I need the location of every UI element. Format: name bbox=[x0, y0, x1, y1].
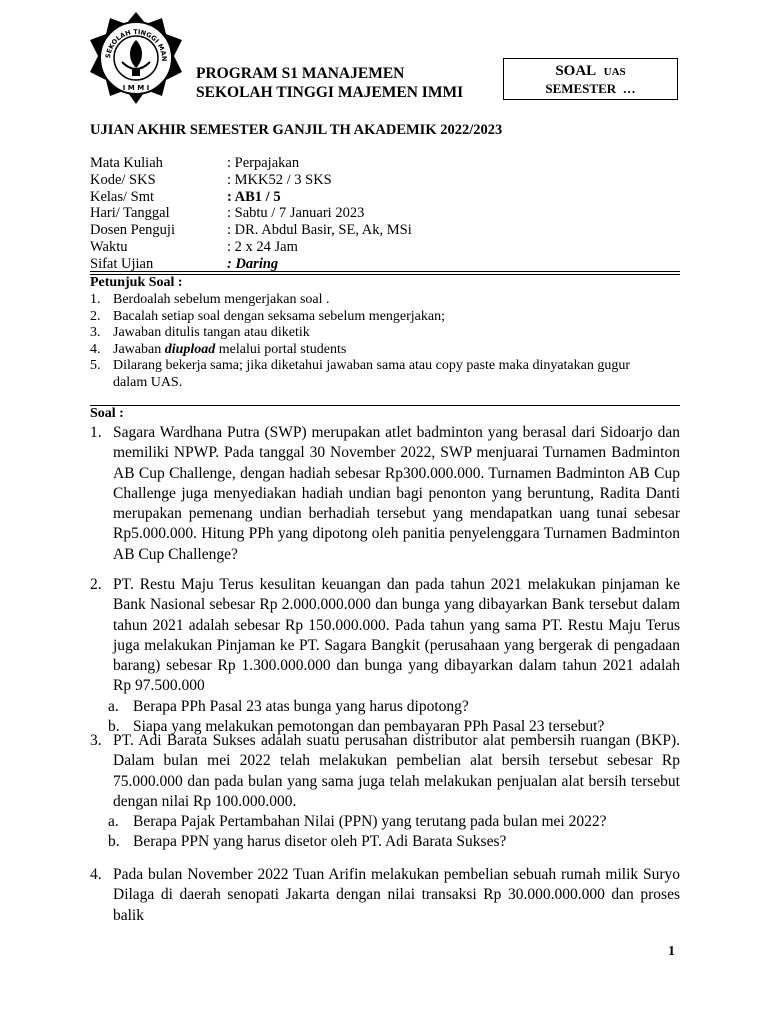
info-label: Mata Kuliah bbox=[90, 155, 163, 171]
info-value: : 2 x 24 Jam bbox=[227, 238, 298, 255]
divider bbox=[90, 271, 680, 272]
info-row bbox=[90, 155, 412, 172]
info-row bbox=[90, 189, 412, 206]
question-number: 3. bbox=[90, 732, 102, 749]
program-line: PROGRAM S1 MANAJEMEN bbox=[196, 65, 405, 82]
item-emphasis: diupload bbox=[164, 341, 216, 357]
semester-label: SEMESTER bbox=[545, 81, 617, 96]
list-item bbox=[90, 325, 680, 342]
info-label: Sifat Ujian bbox=[90, 255, 154, 272]
sub-text: Berapa Pajak Pertambahan Nilai (PPN) yang terutang pada bulan mei 2022? bbox=[133, 813, 607, 831]
question-text: PT. Adi Barata Sukses adalah suatu perusahan distributor alat pembersih ruangan (BKP). Dalam bulan mei 2022 telah melakukan pembelian alat bersih tersebut sebesar Rp 75.000.000 dan pada bulan yang sama juga telah melakukan penjualan alat bersih tersebut dengan nilai Rp 100.000.000. bbox=[113, 732, 680, 810]
svg-text:I M M I: I M M I bbox=[122, 84, 150, 92]
question bbox=[90, 423, 680, 565]
info-label: Dosen Penguji bbox=[90, 222, 175, 239]
list-item bbox=[90, 309, 680, 326]
school-logo bbox=[88, 10, 184, 106]
sub-label: b. bbox=[108, 718, 120, 736]
question-number: 4. bbox=[90, 866, 102, 883]
uas-label: UAS bbox=[603, 66, 626, 78]
sub-label: b. bbox=[108, 833, 120, 851]
petunjuk-list bbox=[90, 292, 680, 392]
question bbox=[90, 865, 680, 926]
exam-type-box bbox=[503, 58, 678, 100]
logo-text: SEKOLAH TINGGI MAN bbox=[104, 27, 169, 62]
info-value: : DR. Abdul Basir, SE, Ak, MSi bbox=[227, 222, 412, 239]
item-text: Bacalah setiap soal dengan seksama sebelum mengerjakan; bbox=[113, 308, 445, 324]
item-number: 4. bbox=[90, 341, 101, 357]
divider bbox=[90, 405, 680, 406]
item-text: Jawaban ditulis tangan atau diketik bbox=[113, 325, 310, 341]
question-number: 2. bbox=[90, 576, 102, 593]
question bbox=[90, 575, 680, 737]
item-text: Jawaban bbox=[113, 341, 165, 357]
info-label: Hari/ Tanggal bbox=[90, 205, 170, 222]
info-value: : Daring bbox=[227, 255, 279, 272]
question-text: Pada bulan November 2022 Tuan Arifin melakukan pembelian sebuah rumah milik Suryo Dilaga di daerah senopati Jakarta dengan nilai transaksi Rp 30.000.000.000 dan proses balik bbox=[113, 866, 680, 924]
petunjuk-heading: Petunjuk Soal : bbox=[90, 275, 183, 290]
soal-label: SOAL bbox=[555, 63, 597, 79]
item-text: melalui portal students bbox=[215, 341, 347, 357]
semester-value: … bbox=[622, 81, 636, 96]
sub-question bbox=[108, 812, 680, 832]
program-title bbox=[196, 64, 463, 102]
sub-label: a. bbox=[108, 697, 119, 715]
sub-text: Siapa yang melakukan pemotongan dan pembayaran PPh Pasal 23 tersebut? bbox=[133, 718, 605, 736]
sub-text: Berapa PPh Pasal 23 atas bunga yang harus dipotong? bbox=[133, 697, 469, 715]
question-text: PT. Restu Maju Terus kesulitan keuangan dan pada tahun 2021 melakukan pinjaman ke Bank Nasional sebesar Rp 2.000.000.000 dan bunga yang dibayarkan Bank tersebut dalam tahun 2021 adalah sebesar Rp 150.000.000. Pada tahun yang sama PT. Restu Maju Terus juga melakukan Pinjaman ke PT. Sagara Bangkit (perusahaan yang bergerak di pengadaan barang) sebesar Rp 1.300.000.000 dan bunga yang dibayarkan dalam tahun 2021 adalah Rp 97.500.000 bbox=[113, 576, 680, 695]
item-number: 1. bbox=[90, 292, 101, 307]
question bbox=[90, 731, 680, 853]
info-label: Kode/ SKS bbox=[90, 171, 156, 188]
school-name: SEKOLAH TINGGI MAJEMEN IMMI bbox=[196, 84, 464, 101]
item-text: Berdoalah sebelum mengerjakan soal . bbox=[113, 292, 330, 307]
list-item bbox=[90, 358, 680, 391]
info-value: : Sabtu / 7 Januari 2023 bbox=[227, 205, 365, 222]
info-label: Waktu bbox=[90, 238, 128, 255]
item-number: 5. bbox=[90, 358, 101, 374]
info-row bbox=[90, 239, 412, 256]
sub-question bbox=[108, 697, 680, 717]
info-row bbox=[90, 222, 412, 239]
page-number: 1 bbox=[668, 944, 675, 959]
info-value: : AB1 / 5 bbox=[227, 188, 281, 205]
sub-label: a. bbox=[108, 813, 119, 831]
item-number: 2. bbox=[90, 308, 101, 324]
question-number: 1. bbox=[90, 424, 102, 441]
item-number: 3. bbox=[90, 325, 101, 341]
sub-text: Berapa PPN yang harus disetor oleh PT. Adi Barata Sukses? bbox=[133, 833, 507, 851]
item-text: Dilarang bekerja sama; jika diketahui jawaban sama atau copy paste maka dinyatakan gugur dalam UAS. bbox=[113, 358, 631, 390]
info-value: : Perpajakan bbox=[227, 155, 300, 171]
info-row bbox=[90, 205, 412, 222]
exam-title: UJIAN AKHIR SEMESTER GANJIL TH AKADEMIK 2022/2023 bbox=[90, 122, 503, 138]
list-item bbox=[90, 292, 680, 309]
list-item bbox=[90, 342, 680, 359]
info-row bbox=[90, 172, 412, 189]
question-text: Sagara Wardhana Putra (SWP) merupakan atlet badminton yang berasal dari Sidoarjo dan memiliki NPWP. Pada tanggal 30 November 2022, SWP menjuarai Turnamen Badminton AB Cup Challenge, dengan hadiah sebesar Rp300.000.000. Turnamen Badminton AB Cup Challenge juga menyediakan hadiah undian bagi penonton yang beruntung, Radita Danti merupakan pemenang undian berhadiah tersebut yang mendapatkan uang tunai sebesar Rp5.000.000. Hitung PPh yang dipotong oleh panitia penyelenggara Turnamen Badminton AB Cup Challenge? bbox=[113, 424, 680, 563]
exam-info bbox=[90, 155, 412, 273]
sub-question bbox=[108, 832, 680, 852]
info-label: Kelas/ Smt bbox=[90, 188, 155, 205]
soal-heading: Soal : bbox=[90, 406, 124, 421]
info-value: : MKK52 / 3 SKS bbox=[227, 171, 332, 188]
